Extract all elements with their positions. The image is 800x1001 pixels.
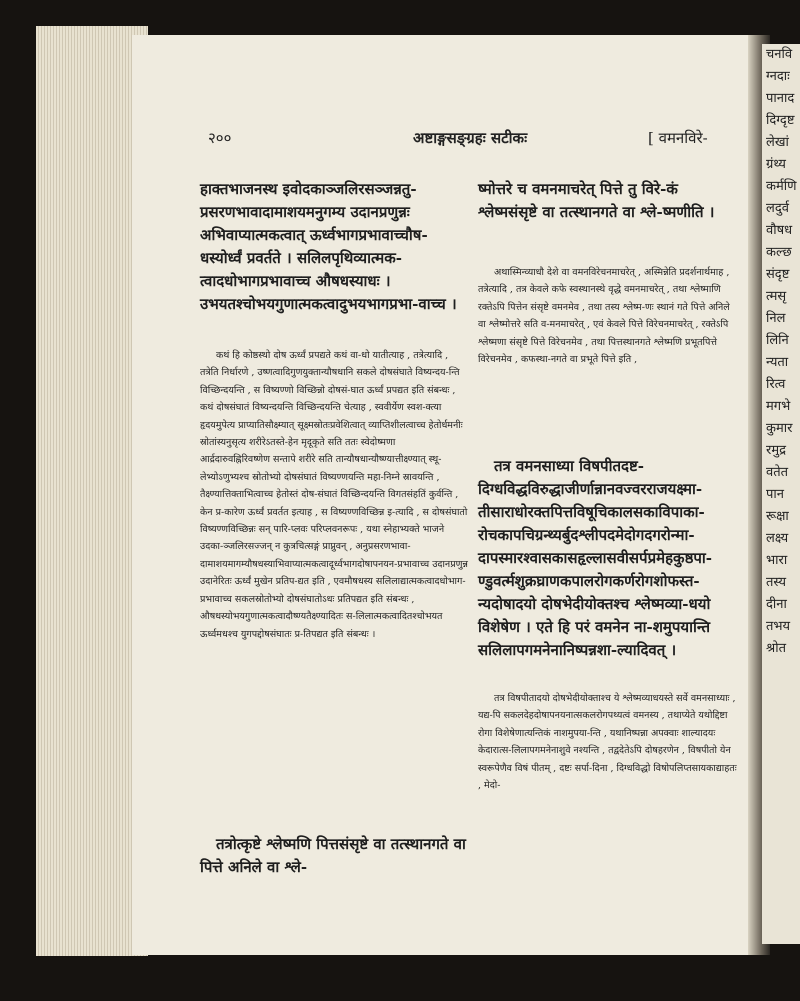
facing-page-line: लिनि bbox=[766, 333, 789, 348]
facing-page-line: रित्व bbox=[766, 377, 786, 392]
facing-page-line: वतेत bbox=[766, 465, 789, 480]
running-head: [ वमनविरे- bbox=[648, 129, 708, 147]
facing-page-line: तस्य bbox=[766, 575, 787, 590]
right-commentary-2-text: तत्र विषपीतादयो दोषभेदीयोक्ताश्च ये श्लेष्मव्याधयस्ते सर्वे वमनसाध्याः , यद्य-पि सकलदेहदोषापनयनात्सकलरोगपथ्यत्वं वमनस्य , तथाप्येते यथोद्दिष्टा रोगा विशेषेणात्यन्तिकं नाशमुपया-न्ति , यथानिष्पन्ना अपक्वाः शाल्यादयः केदारात्स-लिलापगमनेनाशुवे नश्यन्ति , तद्वदेतेऽपि दोषहरणेन , विषपीतो येन स्वरूपेणैव विषं पीतम् , दष्टः सर्पा-दिना , दिग्धविद्धो विषोपलिप्तसायकाद्याहतः , मेदो- bbox=[478, 693, 737, 792]
facing-page-line: निल bbox=[766, 311, 786, 326]
left-verse-2-text: तत्रोत्कृष्टे श्लेष्मणि पित्तसंसृष्टे वा तत्स्थानगते वा पित्ते अनिले वा श्ले- bbox=[200, 835, 466, 876]
facing-page-line: कर्मणि bbox=[766, 179, 797, 194]
right-commentary-2 bbox=[478, 690, 740, 794]
facing-page-line: लेखां bbox=[766, 135, 789, 150]
facing-page-line: वौषध bbox=[766, 223, 793, 238]
facing-page-line: न्यता bbox=[766, 355, 789, 370]
facing-page-line: लदुर्व bbox=[766, 201, 789, 216]
page-number: २०० bbox=[208, 129, 232, 147]
facing-page-line: चनवि bbox=[766, 47, 793, 62]
left-verse-1-text: हाक्तभाजनस्थ इवोदकाञ्जलिरसञ्जन्नतु-प्रसरणभावादामाशयमनुगम्य उदानप्रणुन्नः अभिवाप्यात्मकत्वात् ऊर्ध्वभागप्रभावाच्चौष-धस्योर्ध्वं प्रवर्तते । सलिलपृथिव्यात्मक-त्वादधोभागप्रभावाच्च औषधस्याधः । उभयतश्चोभयगुणात्मकत्वादुभयभागप्रभा-वाच्च । bbox=[200, 180, 457, 313]
facing-page-line: श्रोत bbox=[766, 641, 786, 656]
left-commentary-1-text: कथं हि कोष्ठस्थो दोष ऊर्ध्वं प्रपद्यते कथं वा-धो यातीत्याह , तत्रेत्यादि , तत्रेति निर्धारणे , उष्णत्वादिगुणयुक्तान्यौषधानि सकले दोषसंघाते विष्यन्दय-न्ति विच्छिन्दयन्ति , स विष्यण्णो विच्छिन्नो दोषसं-घात ऊर्ध्वं प्रपद्यत इति संबन्धः , कथं दोषसंघातं विष्यन्दयन्ति विच्छिन्दयन्ति चेत्याह , स्ववीर्येण स्वश-क्त्या हृदयमुपेत्य प्राप्यातिसौक्ष्म्यात् सूक्ष्मस्रोतःप्रवेशित्वात् व्याप्तिशीलत्वाच्च हेतोर्धमनीः स्रोतांस्यनुसृत्य शरीरेऽतस्ते-हेन मृदूकृते सति ततः स्वेदोष्मणा आर्द्रदारुवह्निरिवष्णेण सन्तापे शरीरे सति तान्यौषधान्यौष्ण्यात्तीक्ष्ण्यात् स्थू-लेभ्योऽणुभ्यश्च स्रोतोभ्यो दोषसंघातं विष्यण्णयन्ति महा-निम्ने स्रावयन्ति , तैक्ष्ण्यात्तिक्ताभित्वाच्च हेतोस्तं दोष-संघातं विच्छिन्दयन्ति विगतसंहतिं कुर्वन्ति , केन प्र-कारेण ऊर्ध्वं प्रवर्तत इत्याह , स विष्यण्णविच्छिन्न इ-त्यादि , स दोषसंघातो विष्यण्णविच्छिन्नः सन् पारि-प्लवः परिप्लवनरूपः , यथा स्नेहाभ्यक्ते भाजने उदका-ञ्जलिरसज्जन् न कुत्रचित्सङ्गं प्राप्नुवन् , अनुप्रसरणभावा-दामाशयमागम्यौषधस्याभिवाप्यात्मकत्वादूर्ध्वभागदोषापनयन-प्रभावाच्च उदानप्रणुन्न उदानेरितः ऊर्ध्वं मुखेन प्रतिप-द्यत इति , एवमौषधस्य सलिलाद्यात्मकत्वादधोभाग-प्रभावाच्च सकलस्रोतोभ्यो दोषसंघातोऽधः प्रतिपद्यत इति संबन्धः , औषधस्योभयगुणात्मकत्वादौष्ण्यतैक्ष्ण्यादितः स-लिलात्मकत्वादितश्चोभयत ऊर्ध्वमधश्च युगपद्दोषसंघातः प्र-तिपद्यत इति संबन्धः । bbox=[200, 350, 468, 640]
facing-page-line: रमुद्र bbox=[766, 443, 786, 458]
facing-page-line: संदृष्ट bbox=[766, 267, 790, 282]
facing-page-line: रूक्षा bbox=[766, 509, 789, 524]
right-verse-2-text: तत्र वमनसाध्या विषपीतदष्ट-दिग्धविद्धविरुद्धाजीर्णान्नानवज्वरराजयक्ष्मा-तीसाराधोरक्तपित्तविषूचिकालसकाविपाका-रोचकापचिग्रन्थ्यर्बुदश्लीपदमेदोगदगरोन्मा-दापस्मारश्वासकासहृल्लासवीसर्पप्रमेहकुष्ठपा-ण्डुवर्त्मशुक्रघ्राणकपालरोगकर्णरोगशोफस्त-न्यदोषादयो दोषभेदीयोक्तश्च श्लेष्मव्या-धयो विशेषेण । एते हि परं वमनेन ना-शमुपयान्ति सलिलापगमनेनानिष्पन्नशा-ल्यादिवत् । bbox=[478, 457, 713, 659]
facing-page-line: पान bbox=[766, 487, 784, 502]
facing-page-line: भारा bbox=[766, 553, 788, 568]
facing-page-line: पानाद bbox=[766, 91, 795, 106]
facing-page-fragment bbox=[762, 44, 800, 944]
facing-page-line: तभय bbox=[766, 619, 791, 634]
left-commentary-1 bbox=[200, 347, 468, 643]
right-verse-1-text: ष्मोत्तरे च वमनमाचरेत् पित्ते तु विरे-कं श्लेष्मसंसृष्टे वा तत्स्थानगते वा श्ले-ष्मणीति । bbox=[478, 180, 715, 221]
book-title: अष्टाङ्गसङ्ग्रहः सटीकः bbox=[413, 129, 528, 147]
right-verse-2 bbox=[478, 455, 740, 662]
facing-page-line: कल्छ bbox=[766, 245, 792, 260]
left-verse-1 bbox=[200, 178, 468, 316]
facing-page-line: दिग्दृष्ट bbox=[766, 113, 795, 128]
facing-page-line: कुमार bbox=[766, 421, 793, 436]
right-commentary-1-text: अथास्मिन्व्याधौ देशे वा वमनविरेचनमाचरेत् , अस्मिन्नेति प्रदर्शनार्थमाह , तत्रेत्यादि , तत्र केवले कफे स्वस्थानस्थे वृद्धे वमनमाचरेत् , तथा श्लेष्माणि रक्तेऽपि पित्तेन संसृष्टे वमनमेव , तथा तस्य श्लेष्म-णः स्थानं गते पित्ते अनिले वा श्लेष्मोत्तरे सति व-मनमाचरेत् , एवं केवले पित्ते विरेचनमाचरेत् , रक्तेऽपि श्लेष्मणा संसृष्टे पित्ते विरेचनमेव , तथा पित्तस्थानगते श्लेष्मणि प्रभूतपित्ते विरेचनमेव , कफस्था-नगते वा प्रभूते पित्ते इति , bbox=[478, 267, 730, 366]
facing-page-line: ग्रंथ्य bbox=[766, 157, 786, 172]
left-verse-2 bbox=[200, 833, 468, 879]
right-verse-1 bbox=[478, 178, 740, 224]
facing-page-line: लक्ष्य bbox=[766, 531, 789, 546]
facing-page-line: मगभे bbox=[766, 399, 791, 414]
facing-page-line: दीना bbox=[766, 597, 787, 612]
page-header bbox=[208, 128, 738, 154]
right-commentary-1 bbox=[478, 264, 740, 368]
facing-page-line: त्मसृ bbox=[766, 289, 787, 304]
facing-page-line: ग्नदाः bbox=[766, 69, 790, 84]
